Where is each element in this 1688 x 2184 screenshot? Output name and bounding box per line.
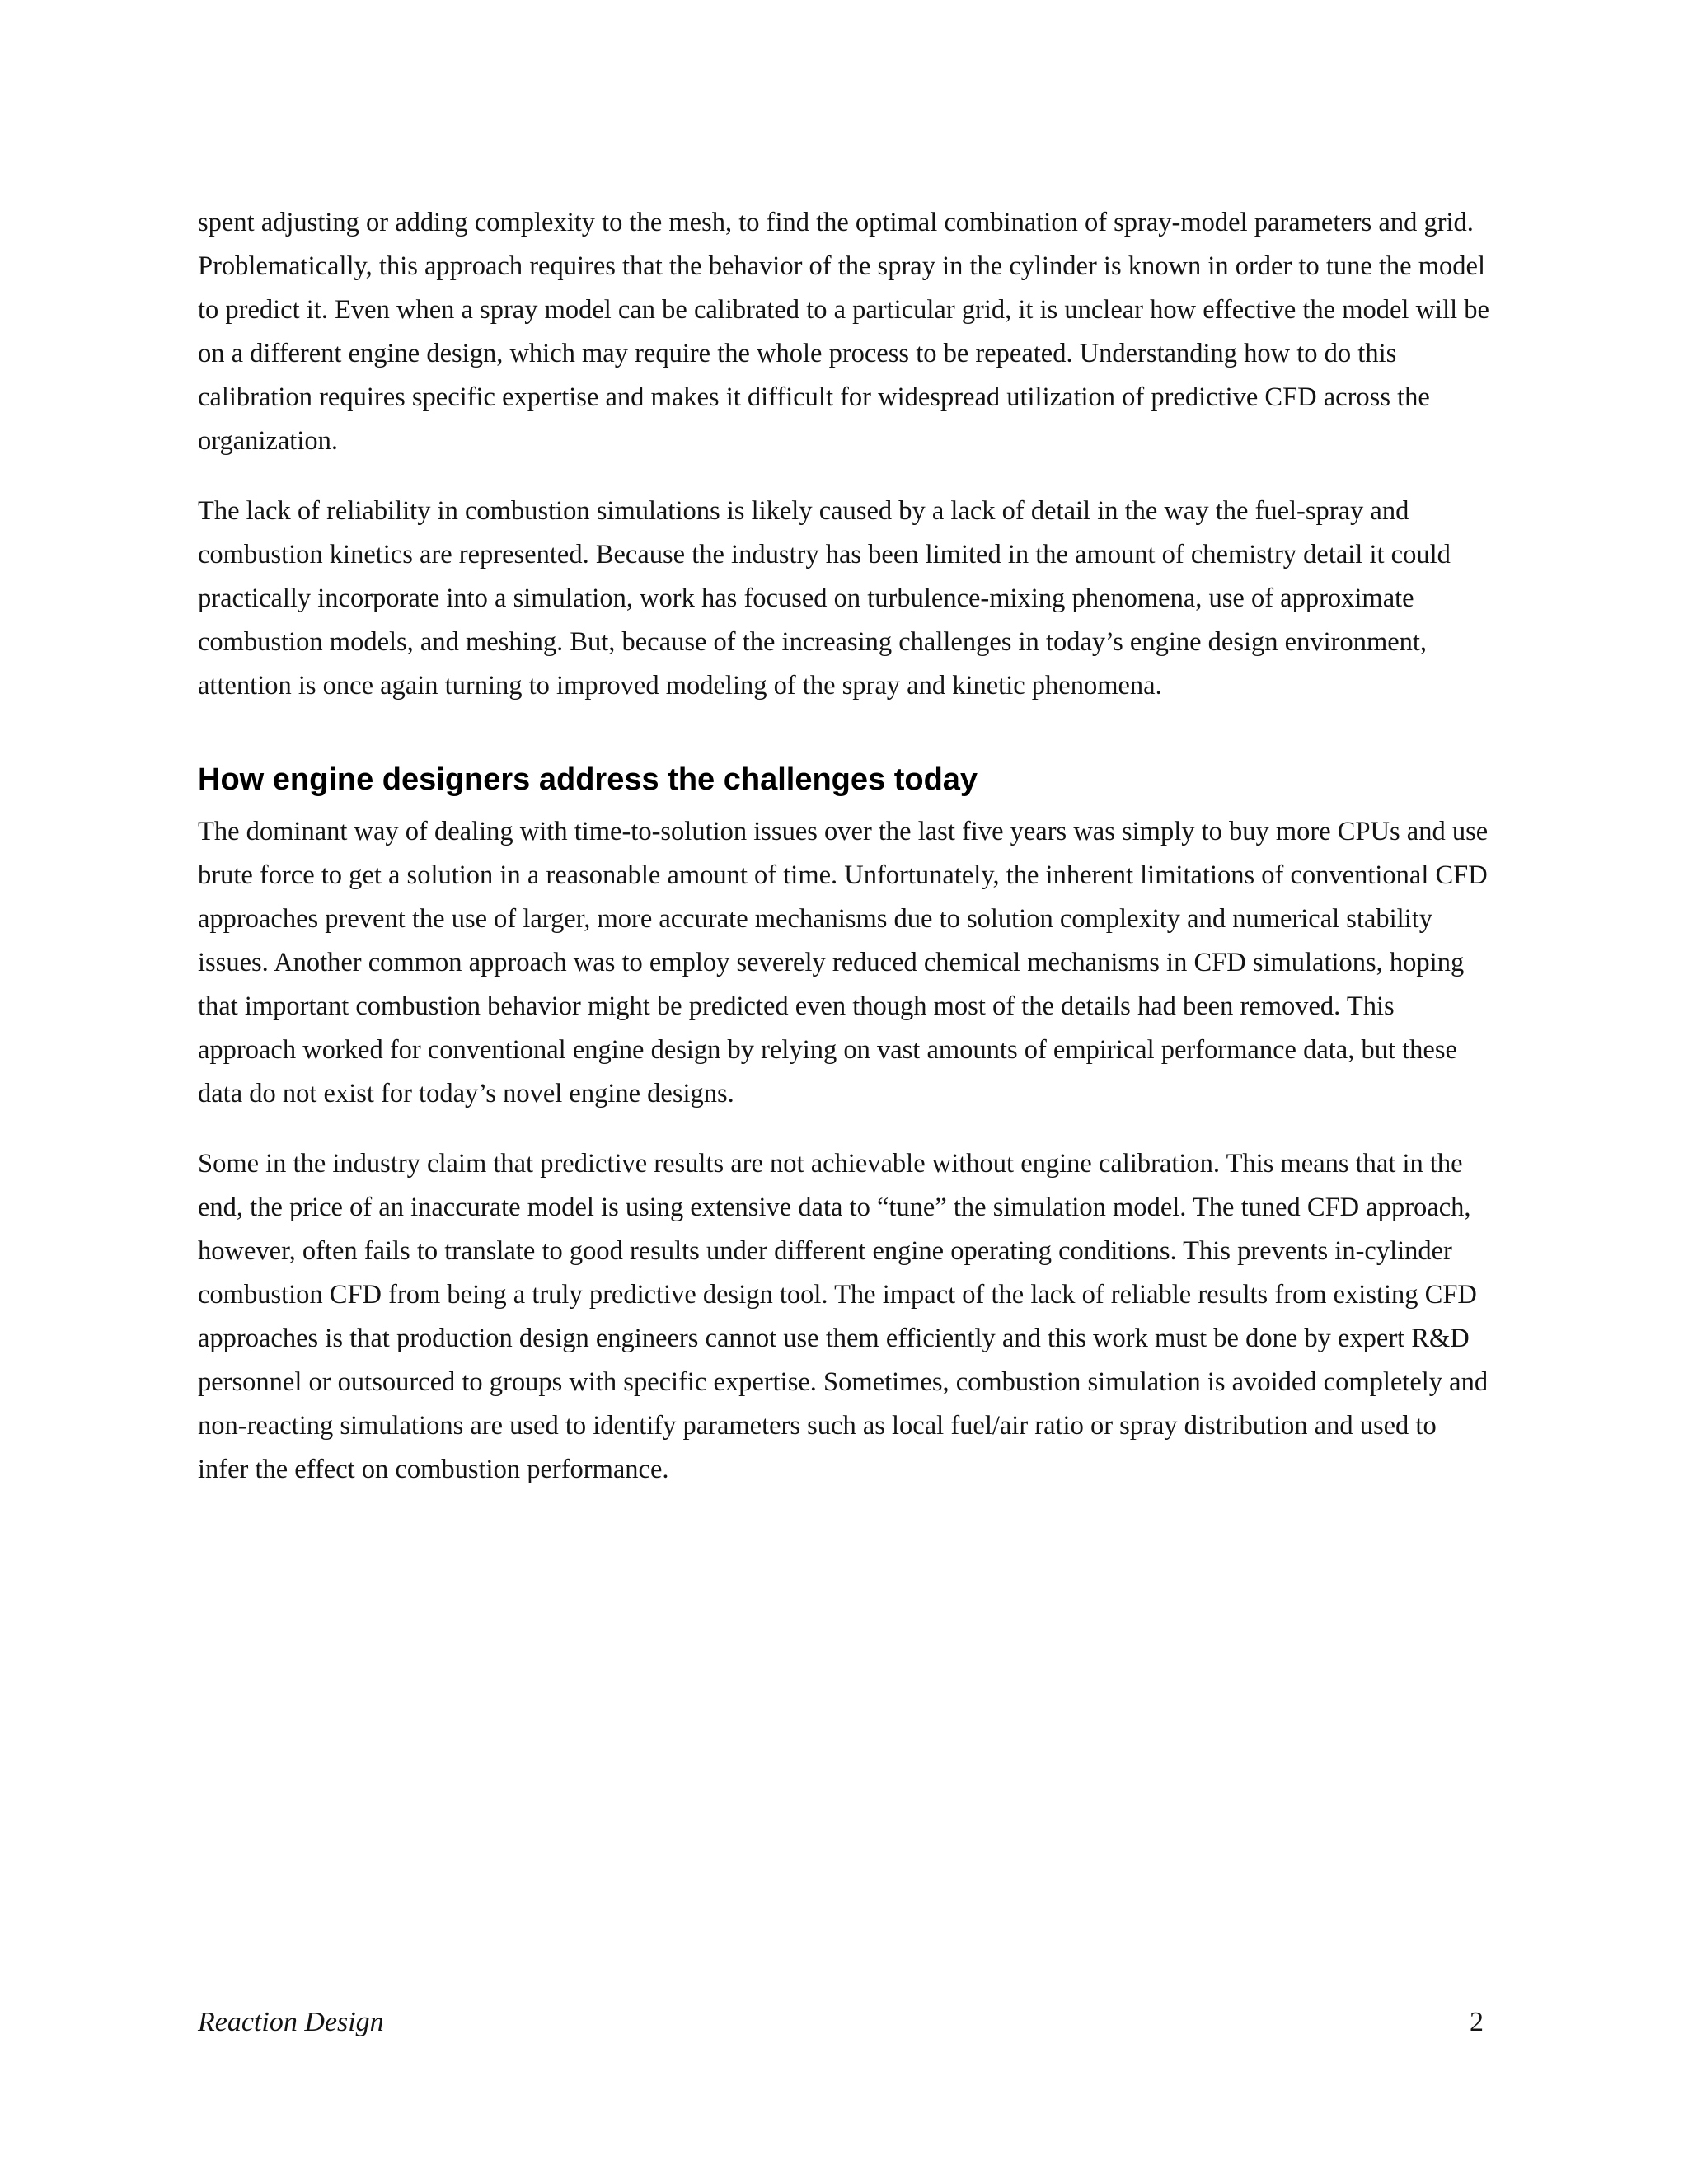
paragraph-engine-calibration: Some in the industry claim that predictive results are not achievable without engine calibration. This means that in the end, the price of an inaccurate model is using extensive data to “tune” the simulation model. The tuned CFD approach, however, often fails to translate to good results under different engine operating conditions. This prevents in-cylinder combustion CFD from being a truly predictive design tool. The impact of the lack of reliable results from existing CFD approaches is that production design engineers cannot use them efficiently and this work must be done by expert R&D personnel or outsourced to groups with specific expertise. Sometimes, combustion simulation is avoided completely and non-reacting simulations are used to identify parameters such as local fuel/air ratio or spray distribution and used to infer the effect on combustion performance. — [198, 1149, 1489, 1484]
section-heading: How engine designers address the challenges today — [198, 762, 978, 797]
document-body — [198, 201, 1492, 1518]
paragraph-lack-of-reliability: The lack of reliability in combustion simulations is likely caused by a lack of detail in the way the fuel-spray and combustion kinetics are represented. Because the industry has been limited in the amount of chemistry detail it could practically incorporate into a simulation, work has focused on turbulence-mixing phenomena, use of approximate combustion models, and meshing. But, because of the increasing challenges in today’s engine design environment, attention is once again turning to improved modeling of the spray and kinetic phenomena. — [198, 496, 1451, 701]
paragraph-spray-calibration: spent adjusting or adding complexity to the mesh, to find the optimal combination of spray-model parameters and grid. Problematically, this approach requires that the behavior of the spray in the cylinder is known in order to tune the model to predict it. Even when a spray model can be calibrated to a particular grid, it is unclear how effective the model will be on a different engine design, which may require the whole process to be repeated. Understanding how to do this calibration requires specific expertise and makes it difficult for widespread utilization of predictive CFD across the organization. — [198, 208, 1489, 456]
paragraph-dominant-approach: The dominant way of dealing with time-to-solution issues over the last five years was simply to buy more CPUs and use brute force to get a solution in a reasonable amount of time. Unfortunately, the inherent limitations of conventional CFD approaches prevent the use of larger, more accurate mechanisms due to solution complexity and numerical stability issues. Another common approach was to employ severely reduced chemical mechanisms in CFD simulations, hoping that important combustion behavior might be predicted even though most of the details had been removed. This approach worked for conventional engine design by relying on vast amounts of empirical performance data, but these data do not exist for today’s novel engine designs. — [198, 817, 1489, 1108]
page-number: 2 — [1470, 2007, 1484, 2037]
page-footer — [198, 2003, 1484, 2042]
footer-company-name: Reaction Design — [198, 2007, 384, 2037]
